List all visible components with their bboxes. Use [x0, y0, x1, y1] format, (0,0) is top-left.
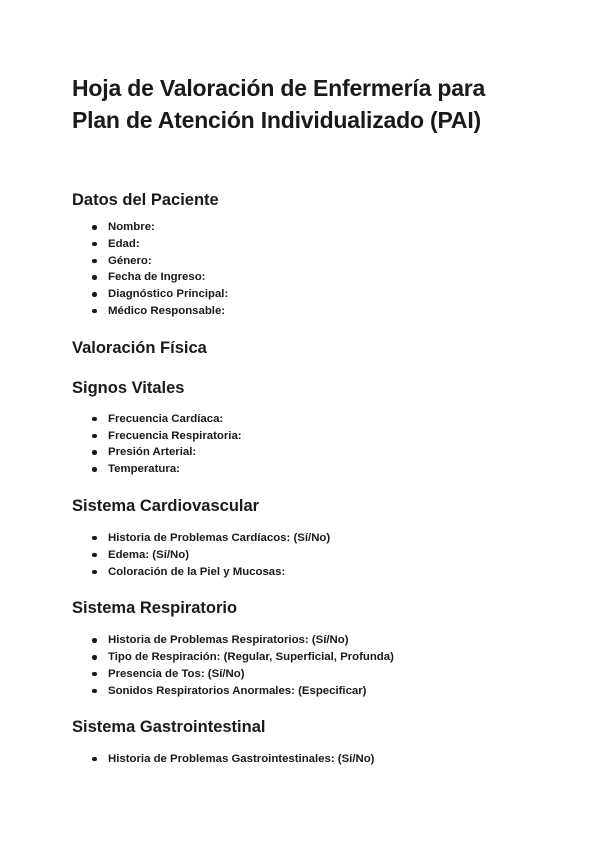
list-item-cough: Presencia de Tos: (Sí/No)	[92, 666, 528, 683]
list-item-heart-rate: Frecuencia Cardíaca:	[92, 411, 528, 428]
section-heading-patient-data: Datos del Paciente	[72, 191, 219, 209]
page-title-line-2: Plan de Atención Individualizado (PAI)	[72, 107, 481, 133]
list-item-temperature: Temperatura:	[92, 461, 528, 478]
list-item-gender: Género:	[92, 253, 528, 270]
page-title	[72, 72, 528, 136]
cardiovascular-list	[72, 530, 528, 580]
list-item-gastro-history: Historia de Problemas Gastrointestinales: (Sí/No)	[92, 751, 528, 768]
patient-data-list	[72, 219, 528, 320]
section-heading-cardiovascular: Sistema Cardiovascular	[72, 496, 260, 515]
list-item-admission-date: Fecha de Ingreso:	[92, 269, 528, 286]
section-heading-physical-assessment: Valoración Física	[72, 338, 207, 357]
list-item-breathing-type: Tipo de Respiración: (Regular, Superficial, Profunda)	[92, 649, 528, 666]
list-item-cardiac-history: Historia de Problemas Cardíacos: (Sí/No)	[92, 530, 528, 547]
list-item-main-diagnosis: Diagnóstico Principal:	[92, 286, 528, 303]
list-item-respiratory-rate: Frecuencia Respiratoria:	[92, 428, 528, 445]
list-item-skin-coloration: Coloración de la Piel y Mucosas:	[92, 564, 528, 581]
section-heading-respiratory: Sistema Respiratorio	[72, 599, 238, 618]
vital-signs-list	[72, 411, 528, 478]
page-title-line-1: Hoja de Valoración de Enfermería para	[72, 75, 486, 101]
respiratory-list	[72, 632, 528, 699]
list-item-name: Nombre:	[92, 219, 528, 236]
section-heading-vital-signs: Signos Vitales	[72, 378, 185, 397]
list-item-abnormal-sounds: Sonidos Respiratorios Anormales: (Especificar)	[92, 683, 528, 700]
section-heading-gastrointestinal: Sistema Gastrointestinal	[72, 717, 266, 736]
list-item-respiratory-history: Historia de Problemas Respiratorios: (Sí/No)	[92, 632, 528, 649]
list-item-edema: Edema: (Sí/No)	[92, 547, 528, 564]
list-item-age: Edad:	[92, 236, 528, 253]
gastrointestinal-list	[72, 751, 528, 768]
list-item-responsible-doctor: Médico Responsable:	[92, 303, 528, 320]
list-item-blood-pressure: Presión Arterial:	[92, 444, 528, 461]
